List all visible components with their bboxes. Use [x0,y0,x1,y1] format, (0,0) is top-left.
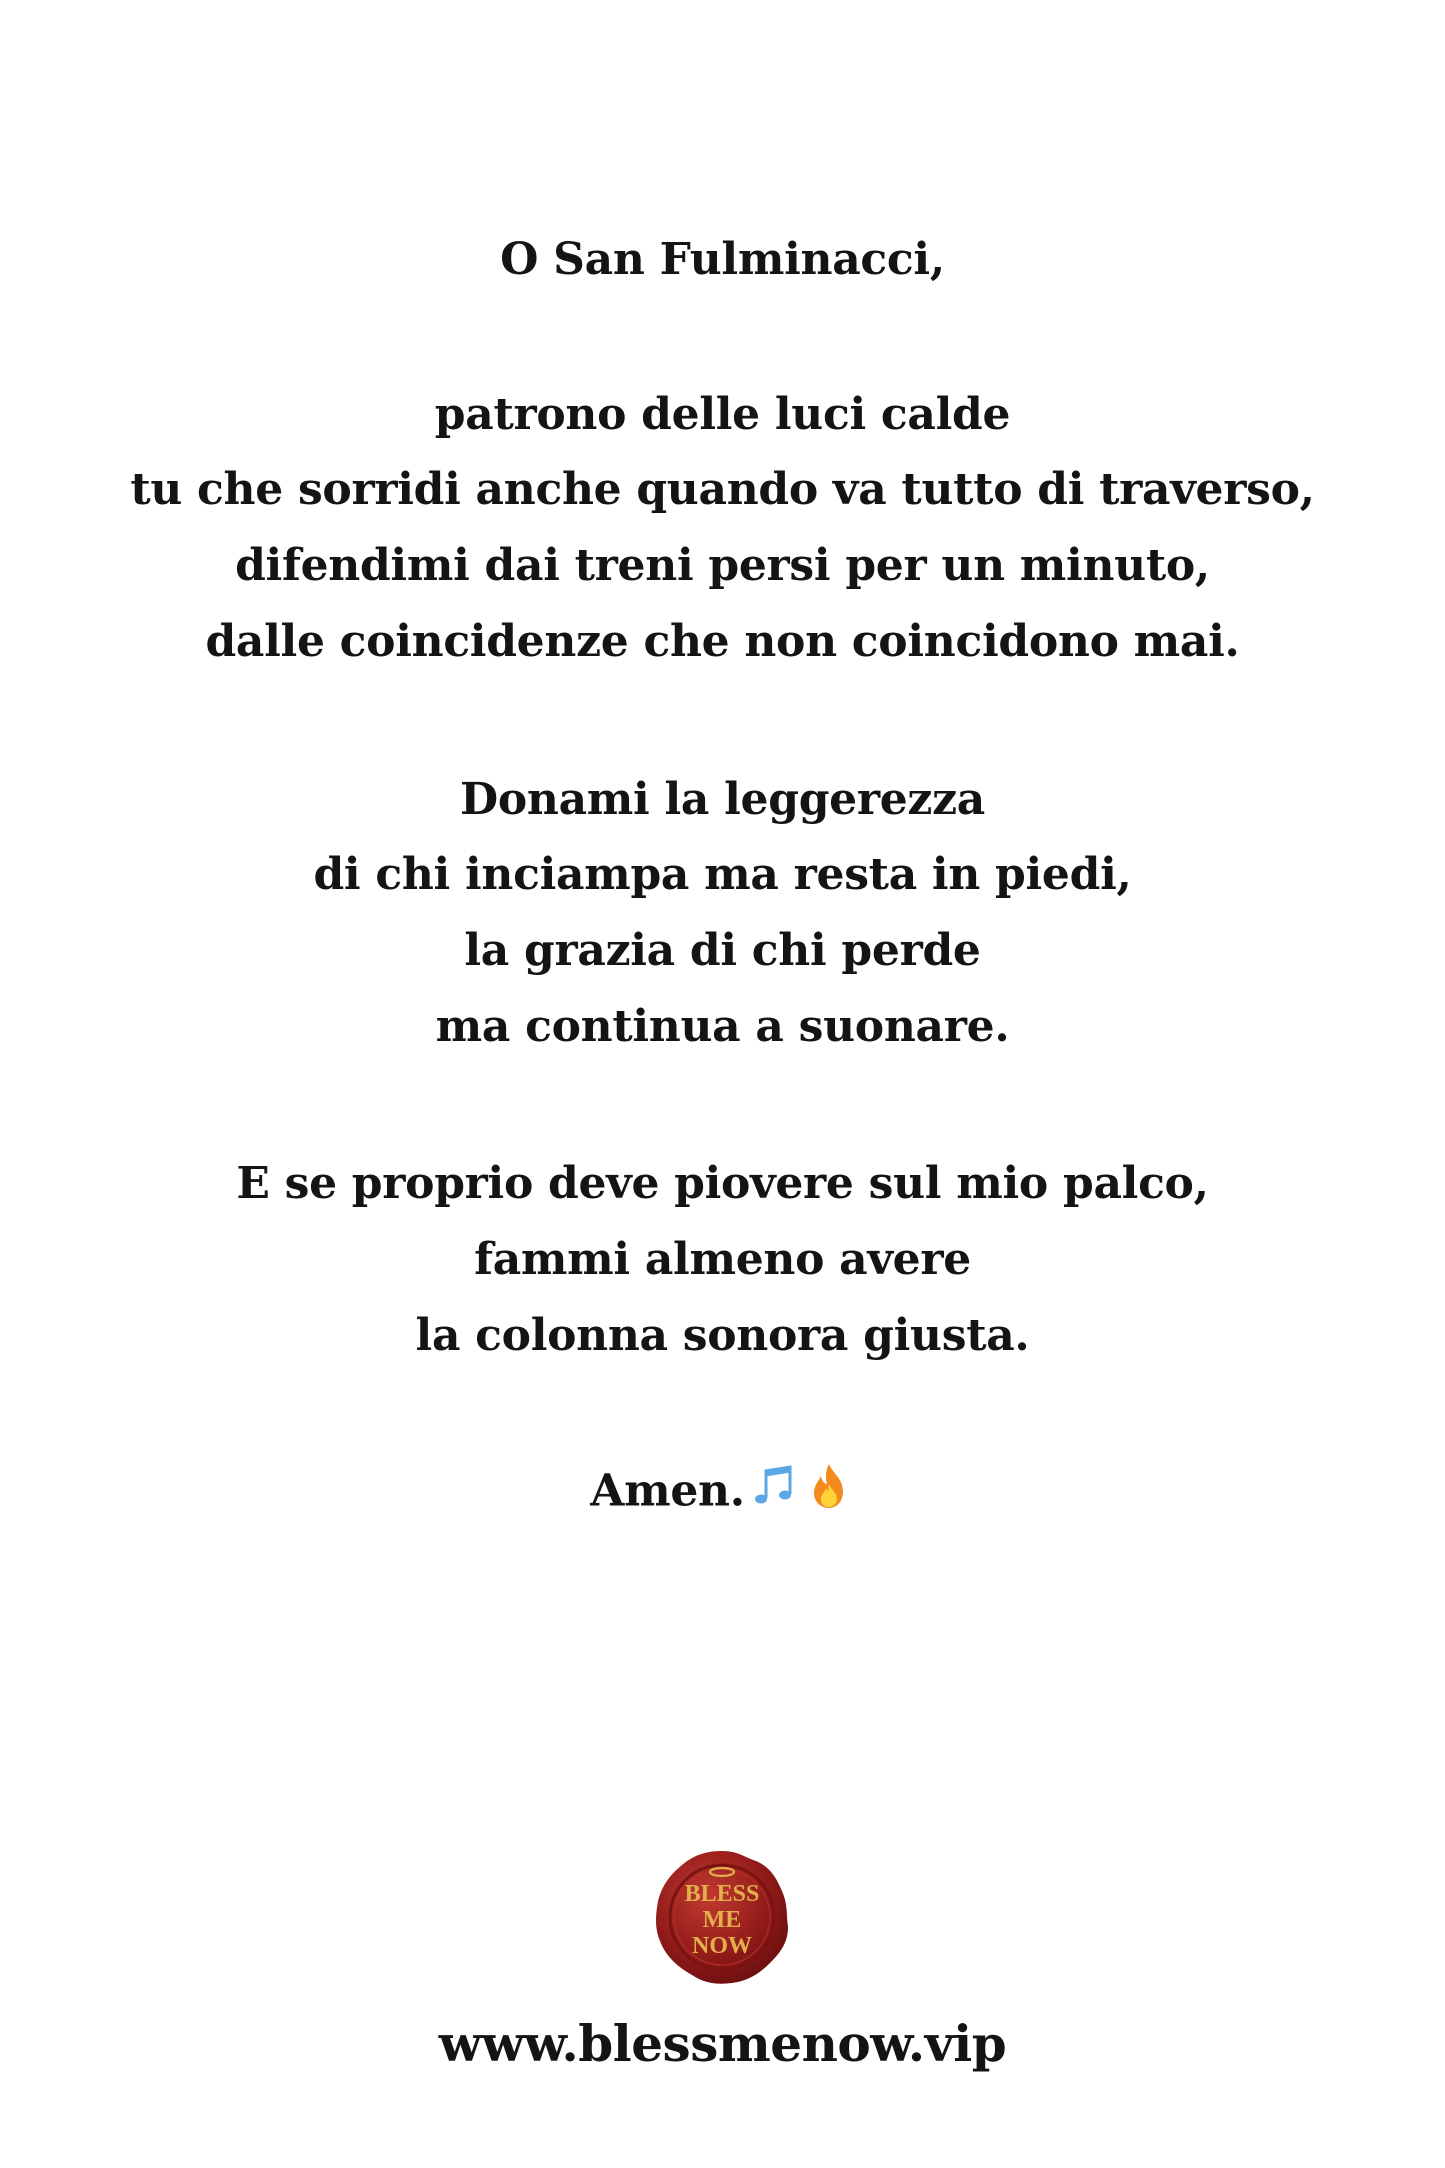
amen-text: Amen. [590,1465,745,1517]
seal-text-now: NOW [692,1933,752,1959]
stanza2-line3: la grazia di chi perde [464,925,981,976]
stanza2-line2: di chi inciampa ma resta in piedi, [313,849,1132,900]
prayer-closing [0,1460,1445,1528]
music-notes-icon [751,1460,803,1528]
seal-text-bless: BLESS [684,1881,760,1907]
stanza1-line3: difendimi dai treni persi per un minuto, [235,540,1210,591]
stanza3-line2: fammi almeno avere [474,1234,971,1285]
seal-text-me: ME [702,1907,742,1933]
stanza1-line1: patrono delle luci calde [434,389,1011,440]
stanza2-line4: ma continua a suonare. [435,1001,1010,1052]
fire-icon [803,1460,855,1528]
stanza1-line4: dalle coincidenze che non coincidono mai. [205,616,1240,667]
prayer-salutation: O San Fulminacci, [500,234,945,285]
stanza2-line1: Donami la leggerezza [459,774,986,825]
stanza1-line2: tu che sorridi anche quando va tutto di traverso, [130,464,1315,515]
stanza3-line1: E se proprio deve piovere sul mio palco, [236,1158,1209,1209]
stanza3-line3: la colonna sonora giusta. [415,1310,1030,1361]
blessmenow-seal-logo [652,1847,792,1987]
website-url[interactable]: www.blessmenow.vip [438,2014,1007,2073]
